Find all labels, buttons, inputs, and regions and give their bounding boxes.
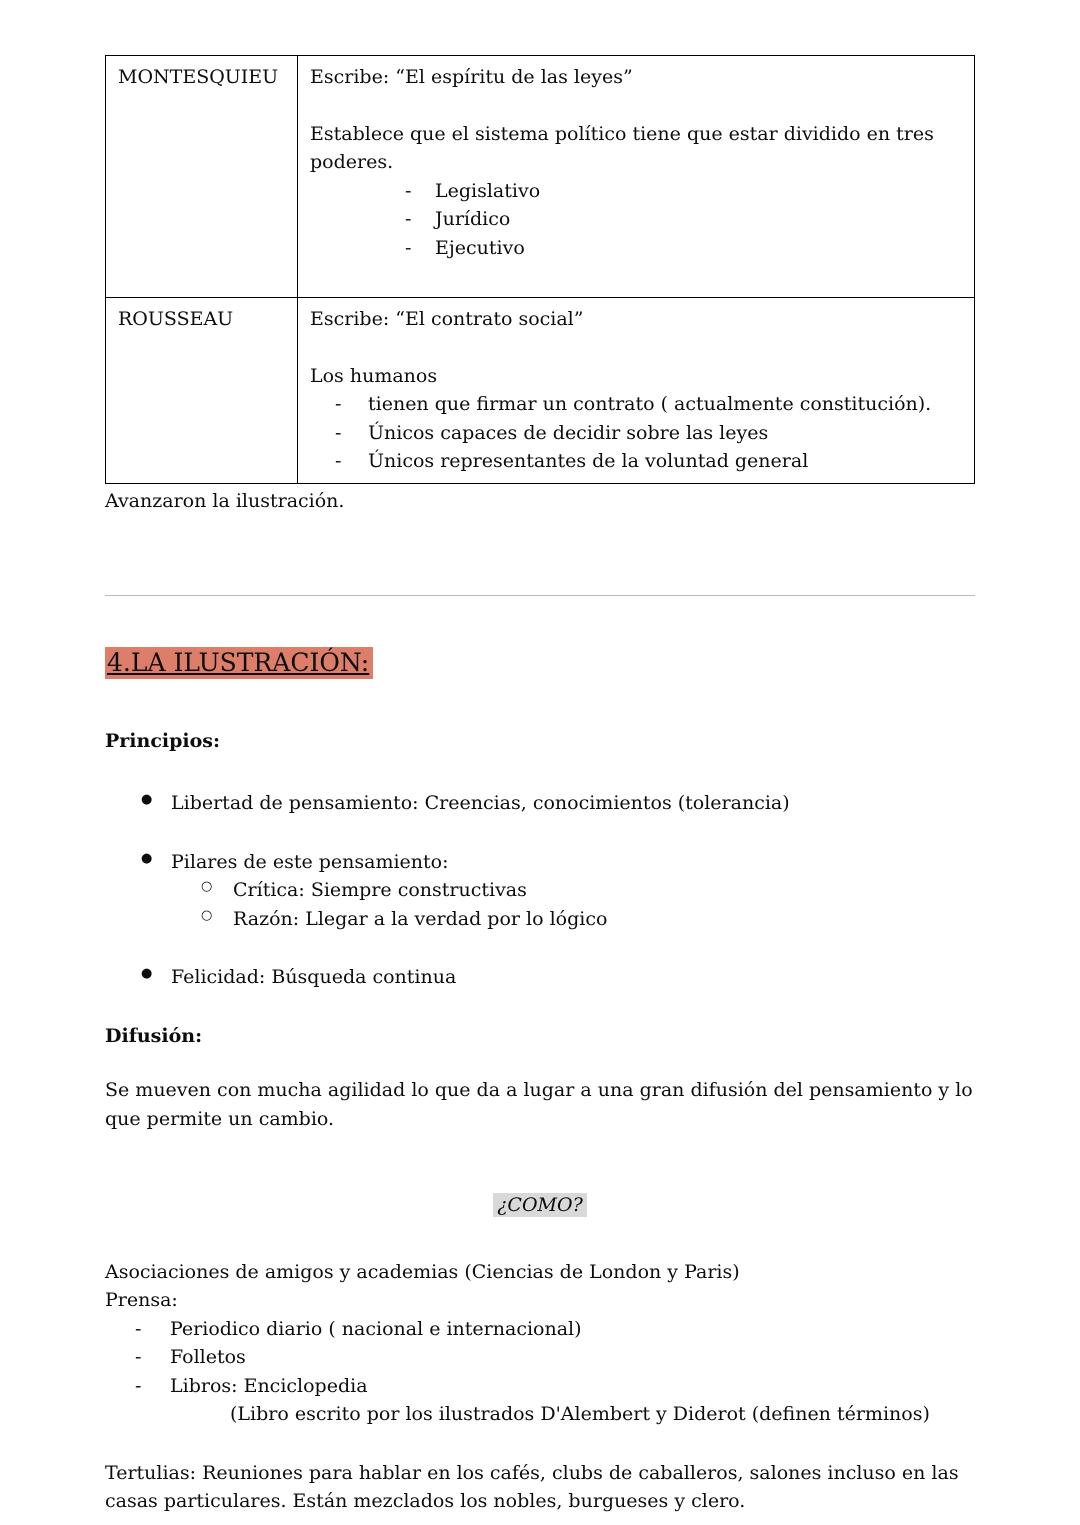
list-item: - Únicos capaces de decidir sobre las leyes [310,419,962,448]
difusion-label: Difusión: [105,1024,203,1047]
term-cell-montesquieu [106,56,298,298]
term-cell-rousseau [106,298,298,484]
table-intro: Los humanos [310,364,438,387]
bullet-item: ● Pilares de este pensamiento: [105,848,975,877]
humans-list [310,390,962,476]
asociaciones-line: Asociaciones de amigos y academias (Ciencias de London y Paris) [105,1260,740,1283]
powers-list [310,177,962,291]
list-item: - Únicos representantes de la voluntad general [310,447,962,476]
philosopher-name: MONTESQUIEU [118,66,279,88]
list-item: - tienen que firmar un contrato ( actualmente constitución). [310,390,962,419]
philosophers-table [105,55,975,484]
prensa-label: Prensa: [105,1289,178,1312]
montesquieu-row [106,56,975,298]
philosopher-name: ROUSSEAU [118,308,234,330]
section-divider [105,595,975,596]
difusion-paragraph: Se mueven con mucha agilidad lo que da a lugar a una gran difusión del pensamiento y lo que permite un cambio. [105,1079,973,1130]
sub-bullet-item: ○ Razón: Llegar a la verdad por lo lógico [105,905,975,934]
desc-cell-rousseau [298,298,975,484]
work-title: Escribe: “El contrato social” [310,308,584,330]
prensa-item: - Periodico diario ( nacional e internacional) [105,1315,975,1344]
desc-cell-montesquieu [298,56,975,298]
bullet-item: ● Felicidad: Búsqueda continua [105,963,975,992]
libro-note: (Libro escrito por los ilustrados D'Alembert y Diderot (definen términos) [230,1403,930,1426]
list-item: - Ejecutivo [310,234,962,263]
list-item: - Legislativo [310,177,962,206]
bullet-item: ● Libertad de pensamiento: Creencias, conocimientos (tolerancia) [105,789,975,818]
como-heading [105,1191,975,1220]
highlighted-como-text: ¿COMO? [493,1193,587,1217]
list-item: - Jurídico [310,205,962,234]
table-intro: Establece que el sistema político tiene que estar dividido en tres poderes. [310,122,934,173]
highlighted-heading-text: 4.LA ILUSTRACIÓN: [105,647,373,679]
table-caption: Avanzaron la ilustración. [105,489,345,512]
prensa-item: - Folletos [105,1343,975,1372]
rousseau-row [106,298,975,484]
tertulias-paragraph: Tertulias: Reuniones para hablar en los cafés, clubs de caballeros, salones incluso en las casas particulares. Están mezclados los nobles, burgueses y clero. [105,1461,959,1513]
prensa-item: - Libros: Enciclopedia [105,1372,975,1401]
sub-bullet-item: ○ Crítica: Siempre constructivas [105,876,975,905]
section-heading [105,640,975,683]
work-title: Escribe: “El espíritu de las leyes” [310,66,633,88]
principios-label: Principios: [105,729,221,752]
